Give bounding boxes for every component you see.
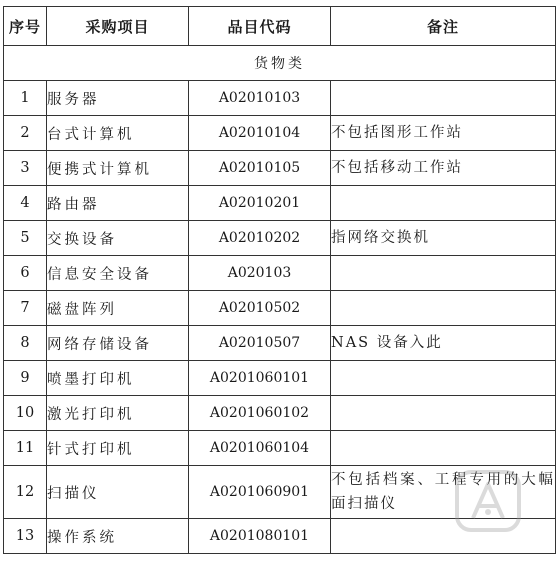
row-note: 不包括移动工作站 bbox=[331, 151, 556, 186]
table-row bbox=[4, 431, 556, 466]
row-code: A0201080101 bbox=[189, 519, 331, 554]
row-no: 9 bbox=[4, 361, 47, 396]
row-item: 便携式计算机 bbox=[47, 151, 189, 186]
header-no: 序号 bbox=[4, 7, 47, 46]
row-no: 13 bbox=[4, 519, 47, 554]
row-no: 4 bbox=[4, 186, 47, 221]
row-item: 喷墨打印机 bbox=[47, 361, 189, 396]
row-no: 10 bbox=[4, 396, 47, 431]
row-note: NAS 设备入此 bbox=[331, 326, 556, 361]
table-row bbox=[4, 256, 556, 291]
row-code: A02010201 bbox=[189, 186, 331, 221]
row-code: A0201060104 bbox=[189, 431, 331, 466]
row-no: 12 bbox=[4, 466, 47, 519]
row-no: 6 bbox=[4, 256, 47, 291]
row-note bbox=[331, 431, 556, 466]
row-note bbox=[331, 361, 556, 396]
table-row bbox=[4, 151, 556, 186]
row-note: 不包括图形工作站 bbox=[331, 116, 556, 151]
row-no: 11 bbox=[4, 431, 47, 466]
table-row bbox=[4, 291, 556, 326]
table-row bbox=[4, 519, 556, 554]
row-code: A02010105 bbox=[189, 151, 331, 186]
row-no: 1 bbox=[4, 81, 47, 116]
row-note bbox=[331, 291, 556, 326]
table-row bbox=[4, 396, 556, 431]
row-note bbox=[331, 396, 556, 431]
header-note: 备注 bbox=[331, 7, 556, 46]
row-item: 磁盘阵列 bbox=[47, 291, 189, 326]
row-no: 7 bbox=[4, 291, 47, 326]
row-no: 2 bbox=[4, 116, 47, 151]
row-no: 5 bbox=[4, 221, 47, 256]
row-item: 激光打印机 bbox=[47, 396, 189, 431]
row-code: A02010104 bbox=[189, 116, 331, 151]
row-note bbox=[331, 256, 556, 291]
row-item: 服务器 bbox=[47, 81, 189, 116]
table-row bbox=[4, 221, 556, 256]
row-note bbox=[331, 186, 556, 221]
row-no: 8 bbox=[4, 326, 47, 361]
row-item: 台式计算机 bbox=[47, 116, 189, 151]
row-code: A020103 bbox=[189, 256, 331, 291]
row-item: 网络存储设备 bbox=[47, 326, 189, 361]
row-note: 指网络交换机 bbox=[331, 221, 556, 256]
procurement-catalog-table bbox=[3, 6, 556, 554]
row-code: A0201060102 bbox=[189, 396, 331, 431]
table-row bbox=[4, 116, 556, 151]
row-code: A02010202 bbox=[189, 221, 331, 256]
header-item: 采购项目 bbox=[47, 7, 189, 46]
row-code: A02010103 bbox=[189, 81, 331, 116]
table-header-row bbox=[4, 7, 556, 46]
table-row bbox=[4, 81, 556, 116]
row-note: 不包括档案、工程专用的大幅面扫描仪 bbox=[331, 466, 556, 519]
row-item: 操作系统 bbox=[47, 519, 189, 554]
table-row bbox=[4, 186, 556, 221]
category-label: 货物类 bbox=[4, 46, 556, 81]
row-note bbox=[331, 519, 556, 554]
header-code: 品目代码 bbox=[189, 7, 331, 46]
table-row bbox=[4, 326, 556, 361]
category-row bbox=[4, 46, 556, 81]
row-item: 交换设备 bbox=[47, 221, 189, 256]
table-row bbox=[4, 361, 556, 396]
row-code: A0201060901 bbox=[189, 466, 331, 519]
row-code: A02010507 bbox=[189, 326, 331, 361]
row-no: 3 bbox=[4, 151, 47, 186]
row-item: 信息安全设备 bbox=[47, 256, 189, 291]
row-code: A0201060101 bbox=[189, 361, 331, 396]
row-note bbox=[331, 81, 556, 116]
table-row bbox=[4, 466, 556, 519]
row-item: 路由器 bbox=[47, 186, 189, 221]
row-item: 针式打印机 bbox=[47, 431, 189, 466]
row-code: A02010502 bbox=[189, 291, 331, 326]
row-item: 扫描仪 bbox=[47, 466, 189, 519]
